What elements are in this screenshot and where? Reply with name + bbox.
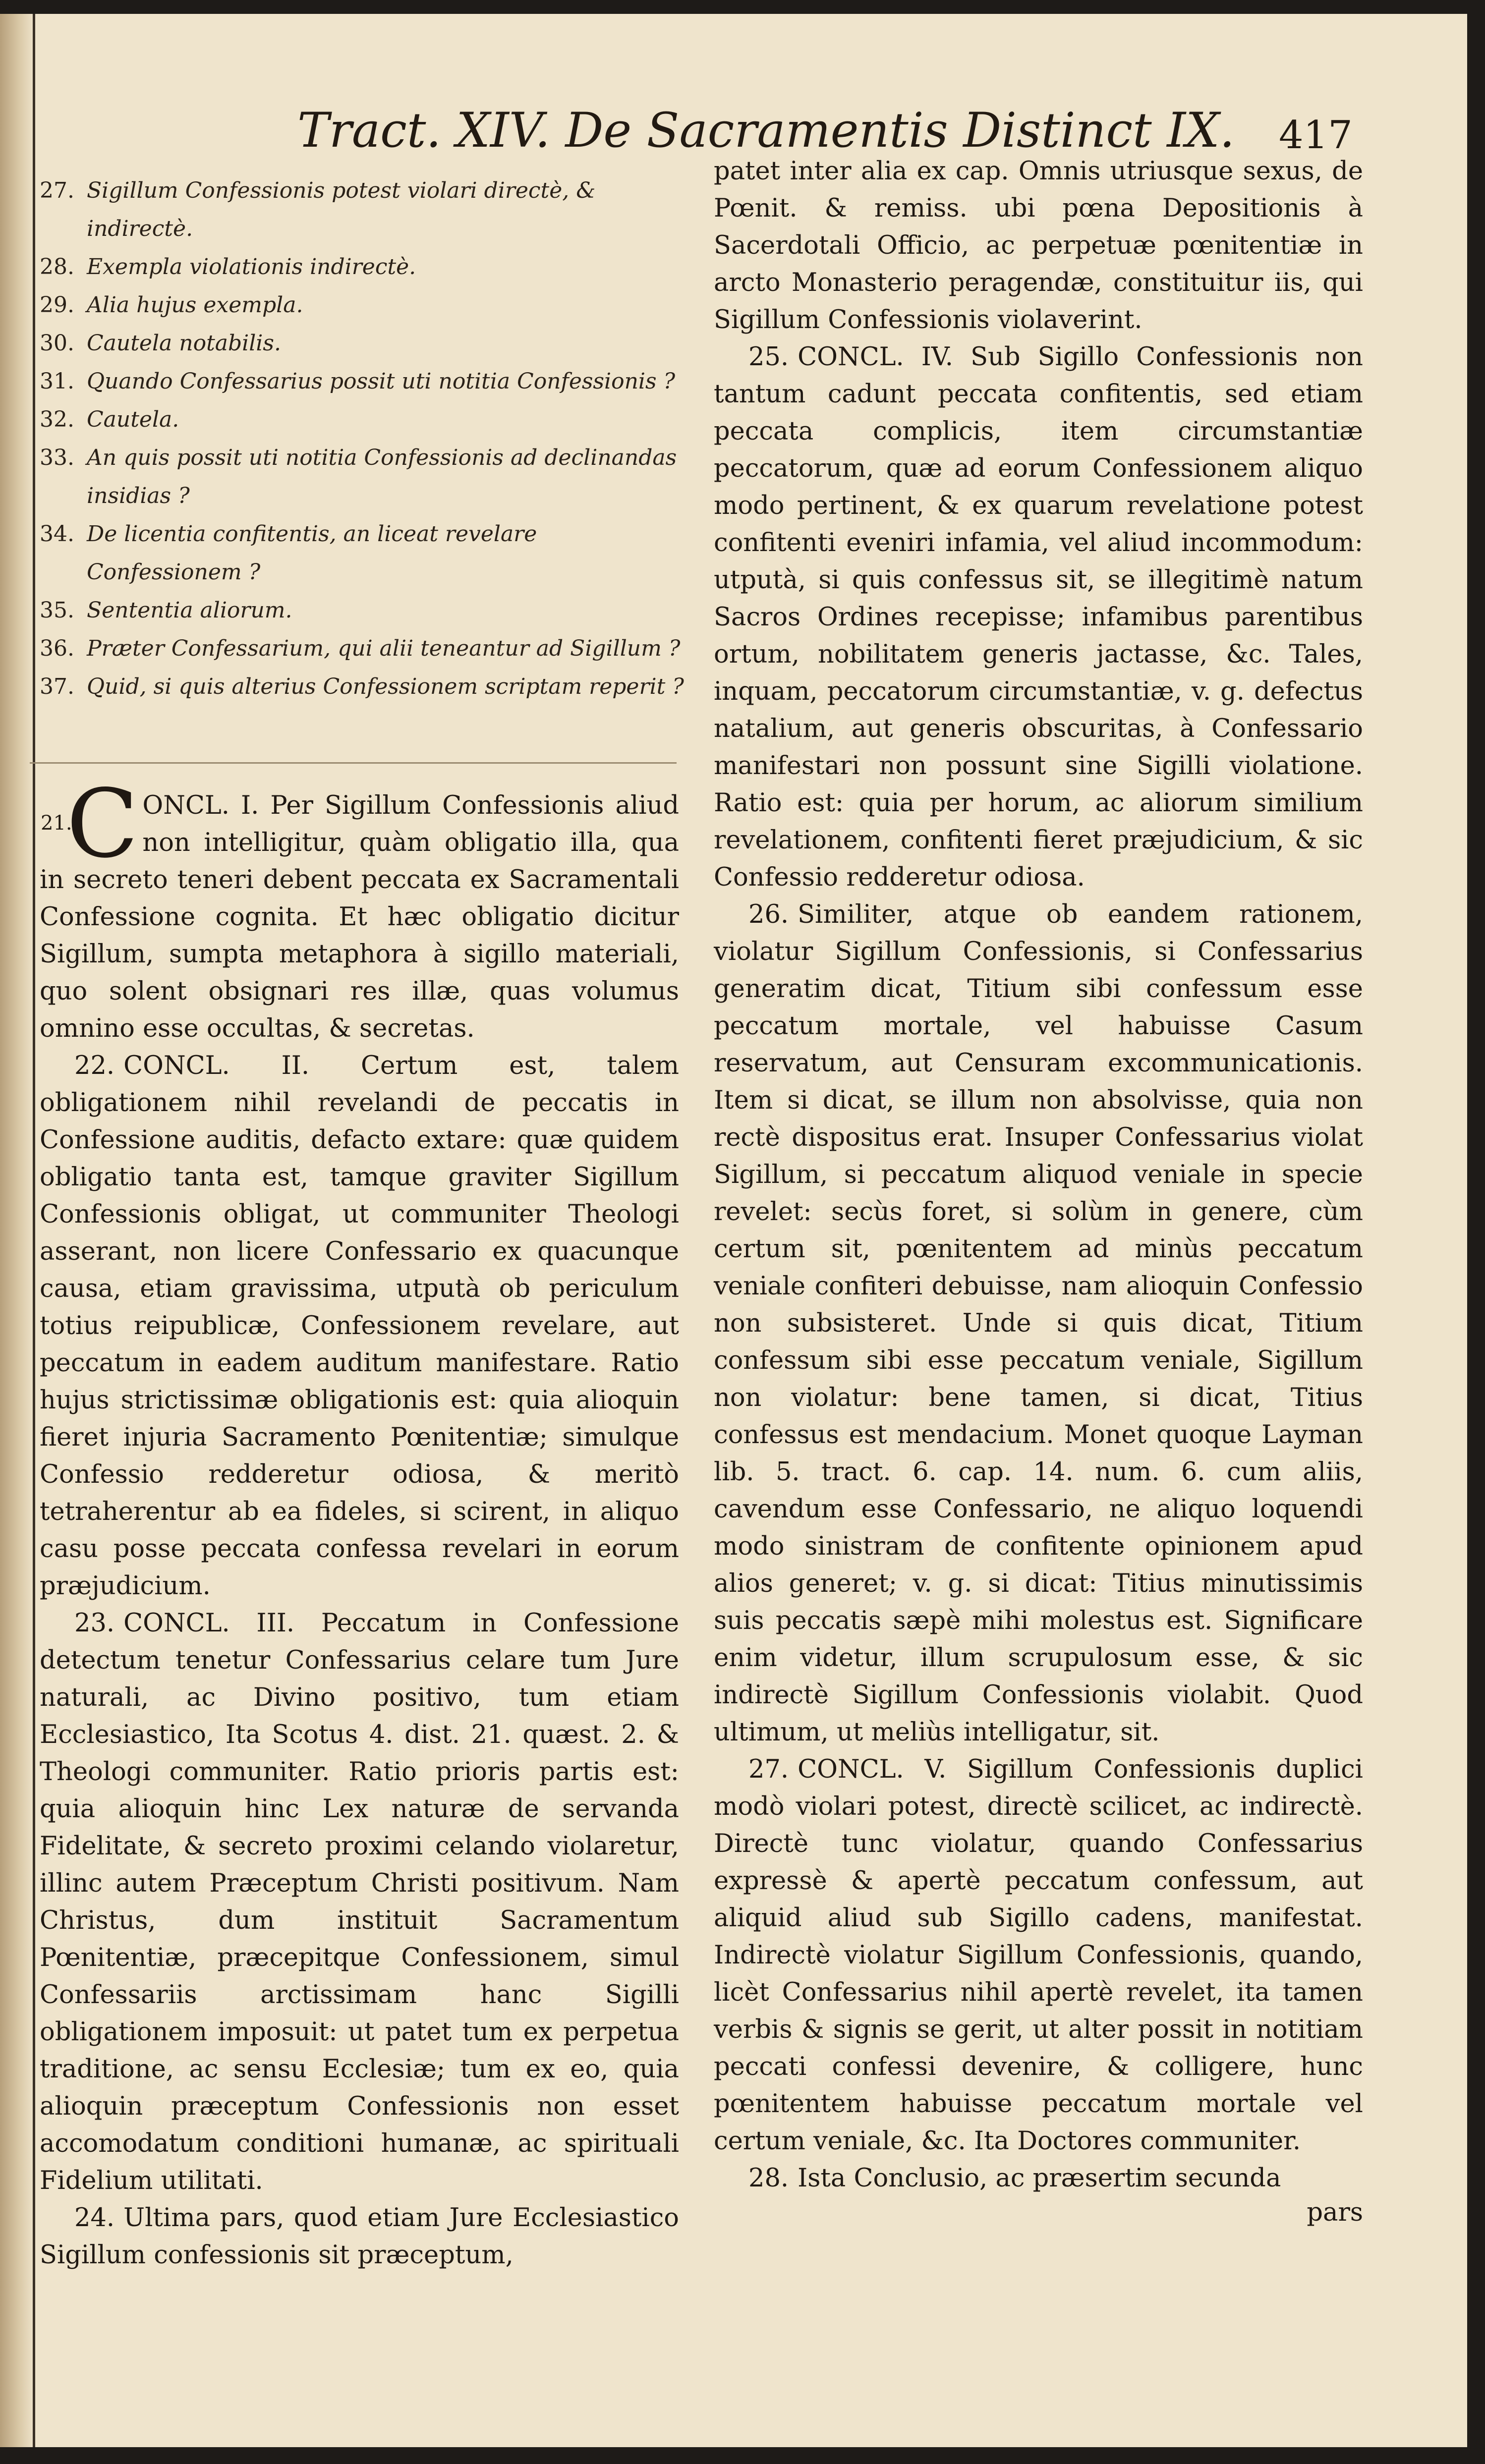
paragraph-text: Similiter, atque ob eandem rationem, violatur Sigillum Confessionis, si Confessarius generatim dicat, Titium sibi confessum esse peccatum mortale, vel habuisse Casum reservatum, aut Censuram excommunicationis. Item si dicat, se illum non absolvisse, quia non rectè dispositus erat. Insuper Confessarius violat Sigillum, si peccatum aliquod veniale in specie revelet: secùs foret, si solùm in genere, cùm certum sit, pœnitentem ad minùs peccatum veniale confiteri debuisse, nam alioquin Confessio non subsisteret. Unde si quis dicat, Titium confessum sibi esse peccatum veniale, Sigillum non violatur: bene tamen, si dicat, Titius confessus est mendacium. Monet quoque Layman lib. 5. tract. 6. cap. 14. num. 6. cum aliis, cavendum esse Confessario, ne aliquo loquendi modo sinistram de confitente opinionem apud alios generet; v. g. si dicat: Titius minutissimis suis peccatis sæpè mihi molestus est. Significare enim videtur, illum scrupulosum esse, & sic indirectè Sigillum Confessionis violabit. Quod ultimum, ut meliùs intelligatur, sit. <box>714 900 1363 1747</box>
gutter-rule <box>33 14 35 2447</box>
summary-item <box>40 515 684 591</box>
paragraph-number: 28. <box>748 2164 789 2193</box>
summary-text: An quis possit uti notitia Confessionis ad declinandas insidias ? <box>87 445 677 508</box>
paragraph-text: Ista Conclusio, ac præsertim secunda <box>798 2164 1281 2193</box>
summary-text: Exempla violationis indirectè. <box>87 254 416 280</box>
paragraph-26 <box>714 896 1363 1751</box>
paragraph-24 <box>40 2199 679 2274</box>
summary-item <box>40 248 684 286</box>
paragraph-22 <box>40 1047 679 1605</box>
paragraph-number: 26. <box>748 900 789 929</box>
summary-number: 28. <box>40 254 74 280</box>
page-number: 417 <box>1279 113 1353 158</box>
paragraph-27 <box>714 1751 1363 2160</box>
left-column <box>40 769 679 2274</box>
summary-text: De licentia confitentis, an liceat revelare Confessionem ? <box>87 521 537 585</box>
summary-text: Quid, si quis alterius Confessionem scriptam reperit ? <box>87 674 684 699</box>
catchword: pars <box>1307 2198 1363 2227</box>
summary-number: 30. <box>40 331 74 356</box>
drop-cap: C <box>66 769 139 879</box>
book-page <box>0 14 1467 2447</box>
summary-number: 29. <box>40 292 74 318</box>
summary-text: Sigillum Confessionis potest violari directè, & indirectè. <box>87 178 596 241</box>
paragraph-number: 24. <box>74 2203 115 2233</box>
summary-item <box>40 286 684 324</box>
summary-text: Quando Confessarius possit uti notitia Confessionis ? <box>87 369 676 394</box>
paragraph-text: ONCL. I. Per Sigillum Confessionis aliud non intelligitur, quàm obligatio illa, qua in secreto teneri debent peccata ex Sacramentali Confessione cognita. Et hæc obligatio dicitur Sigillum, sumpta metaphora à sigillo materiali, quo solent obsignari res illæ, quas volumus omnino esse occultas, & secretas. <box>40 791 679 1043</box>
summary-number: 34. <box>40 521 74 547</box>
summary-item <box>40 362 684 400</box>
right-column <box>714 153 1363 2231</box>
summary-text: Cautela. <box>87 407 179 432</box>
summary-text: Alia hujus exempla. <box>87 292 303 318</box>
summary-number: 27. <box>40 178 74 203</box>
paragraph-text: Ultima pars, quod etiam Jure Ecclesiastico Sigillum confessionis sit præceptum, <box>40 2203 679 2270</box>
summary-list <box>40 171 684 706</box>
paragraph-25 <box>714 338 1363 896</box>
summary-text: Præter Confessarium, qui alii teneantur ad Sigillum ? <box>87 636 681 661</box>
summary-divider <box>30 762 677 764</box>
summary-item <box>40 591 684 629</box>
summary-number: 32. <box>40 407 74 432</box>
paragraph-number: 21. <box>41 812 72 835</box>
paragraph-28 <box>714 2160 1363 2197</box>
summary-item <box>40 324 684 362</box>
paragraph-text: CONCL. V. Sigillum Confessionis duplici modò violari potest, directè scilicet, ac indirectè. Directè tunc violatur, quando Confessarius expressè & apertè peccatum confessum, aut aliquid aliud sub Sigillo cadens, manifestat. Indirectè violatur Sigillum Confessionis, quando, licèt Confessarius nihil apertè revelet, ita tamen verbis & signis se gerit, ut alter possit in notitiam peccati confessi devenire, & colligere, hunc pœnitentem habuisse peccatum mortale vel certum veniale, &c. Ita Doctores communiter. <box>714 1755 1363 2156</box>
paragraph-number: 27. <box>748 1755 789 1784</box>
summary-item <box>40 400 684 439</box>
paragraph-text: CONCL. IV. Sub Sigillo Confessionis non tantum cadunt peccata confitentis, sed etiam peccata complicis, item circumstantiæ peccatorum, quæ ad eorum Confessionem aliquo modo pertinent, & ex quarum revelatione potest confitenti eveniri infamia, vel aliud incommodum: utputà, si quis confessus sit, se illegitimè natum Sacros Ordines recepisse; infamibus parentibus ortum, nobilitatem generis jactasse, &c. Tales, inquam, peccatorum circumstantiæ, v. g. defectus natalium, aut generis obscuritas, à Confessario manifestari non possunt sine Sigilli violatione. Ratio est: quia per horum, ac aliorum similium revelationem, confitenti fieret præjudicium, & sic Confessio redderetur odiosa. <box>714 342 1363 892</box>
paragraph-number: 22. <box>74 1051 115 1080</box>
summary-item <box>40 668 684 706</box>
summary-number: 36. <box>40 636 74 661</box>
summary-number: 35. <box>40 598 74 623</box>
paragraph-24-continued: patet inter alia ex cap. Omnis utriusque sexus, de Pœnit. & remiss. ubi pœna Depositionis à Sacerdotali Officio, ac perpetuæ pœnitentiæ in arcto Monasterio peragendæ, constituitur iis, qui Sigillum Confessionis violaverint. <box>714 157 1363 335</box>
paragraph-23 <box>40 1605 679 2199</box>
paragraph-text: CONCL. II. Certum est, talem obligationem nihil revelandi de peccatis in Confessione auditis, defacto extare: quæ quidem obligatio tanta est, tamque graviter Sigillum Confessionis obligat, ut communiter Theologi asserant, non licere Confessario ex quacunque causa, etiam gravissima, utputà ob periculum totius reipublicæ, Confessionem revelare, aut peccatum in eadem auditum manifestare. Ratio hujus strictissimæ obligationis est: quia alioquin fieret injuria Sacramento Pœnitentiæ; simulque Confessio redderetur odiosa, & meritò tetraherentur ab ea fideles, si scirent, in aliquo casu posse peccata confessa revelari in eorum præjudicium. <box>40 1051 679 1601</box>
paragraph-number: 25. <box>748 342 789 372</box>
summary-number: 31. <box>40 369 74 394</box>
summary-number: 37. <box>40 674 74 699</box>
paragraph-text: CONCL. III. Peccatum in Confessione detectum tenetur Confessarius celare tum Jure naturali, ac Divino positivo, tum etiam Ecclesiastico, Ita Scotus 4. dist. 21. quæst. 2. & Theologi communiter. Ratio prioris partis est: quia alioquin hinc Lex naturæ de servanda Fidelitate, & secreto proximi celando violaretur, illinc autem Præceptum Christi positivum. Nam Christus, dum instituit Sacramentum Pœnitentiæ, præcepitque Confessionem, simul Confessariis arctissimam hanc Sigilli obligationem imposuit: ut patet tum ex perpetua traditione, ac sensu Ecclesiæ; tum ex eo, quia alioquin præceptum Confessionis non esset accomodatum conditioni humanæ, ac spirituali Fidelium utilitati. <box>40 1609 679 2195</box>
summary-text: Cautela notabilis. <box>87 331 281 356</box>
summary-number: 33. <box>40 445 74 470</box>
summary-item <box>40 629 684 668</box>
summary-item <box>40 439 684 515</box>
paragraph-number: 23. <box>74 1609 115 1638</box>
summary-text: Sententia aliorum. <box>87 598 292 623</box>
running-title: Tract. XIV. De Sacramentis Distinct IX. <box>297 103 1235 158</box>
paragraph-21 <box>40 769 679 1047</box>
summary-item <box>40 171 684 248</box>
